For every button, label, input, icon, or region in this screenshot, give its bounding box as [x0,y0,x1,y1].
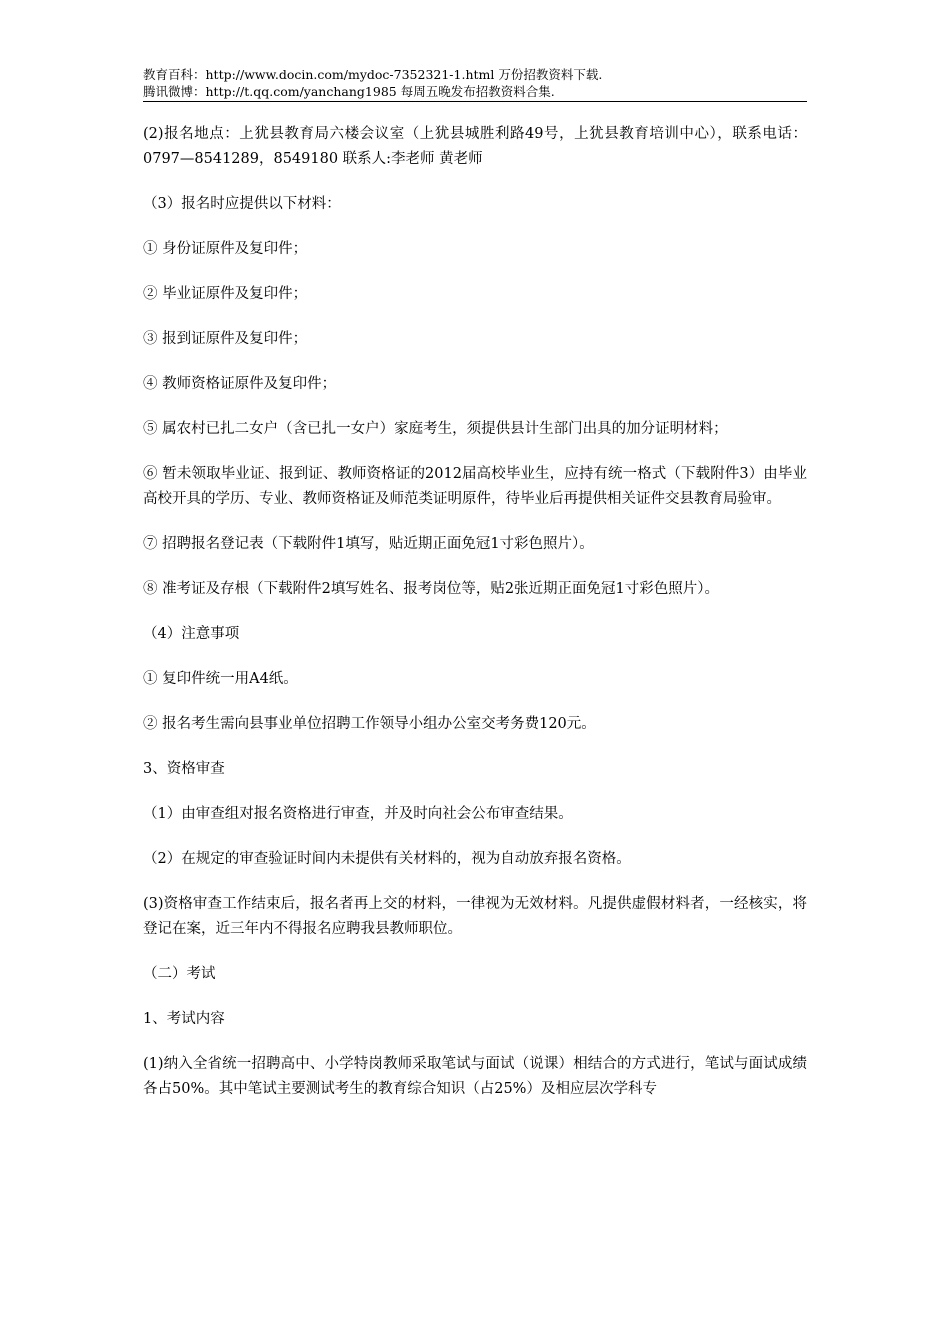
paragraph-exam-content-1: (1)纳入全省统一招聘高中、小学特岗教师采取笔试与面试（说课）相结合的方式进行，笔试与面试成绩各占50%。其中笔试主要测试考生的教育综合知识（占25%）及相应层次学科专 [143,1056,807,1097]
paragraph-registration-location: (2)报名地点：上犹县教育局六楼会议室（上犹县城胜利路49号，上犹县教育培训中心），联系电话：0797—8541289，8549180 联系人:李老师 黄老师 [143,126,807,167]
paragraph-exam-content-heading: 1、考试内容 [143,1011,225,1027]
paragraph-material-8: ⑧ 准考证及存根（下载附件2填写姓名、报考岗位等，贴2张近期正面免冠1寸彩色照片）。 [143,581,720,597]
document-body [143,122,807,1122]
paragraph-qualification-heading: 3、资格审查 [143,761,225,777]
paragraph-qualification-1: （1）由审查组对报名资格进行审查，并及时向社会公布审查结果。 [143,806,573,822]
paragraph-material-2: ② 毕业证原件及复印件； [143,286,308,302]
paragraph-material-7: ⑦ 招聘报名登记表（下载附件1填写，贴近期正面免冠1寸彩色照片）。 [143,536,594,552]
paragraph-material-1: ① 身份证原件及复印件； [143,241,308,257]
paragraph-material-4: ④ 教师资格证原件及复印件； [143,376,337,392]
paragraph-material-5: ⑤ 属农村已扎二女户（含已扎一女户）家庭考生，须提供县计生部门出具的加分证明材料； [143,421,728,437]
paragraph-materials-heading: （3）报名时应提供以下材料： [143,196,341,212]
paragraph-qualification-2: （2）在规定的审查验证时间内未提供有关材料的，视为自动放弃报名资格。 [143,851,631,867]
paragraph-note-2: ② 报名考生需向县事业单位招聘工作领导小组办公室交考务费120元。 [143,716,596,732]
paragraph-material-3: ③ 报到证原件及复印件； [143,331,308,347]
paragraph-notes-heading: （4）注意事项 [143,626,240,642]
page-header [143,66,807,102]
header-line-1: 教育百科：http://www.docin.com/mydoc-7352321-1.html 万份招教资料下载. [143,67,603,82]
header-line-2: 腾讯微博：http://t.qq.com/yanchang1985 每周五晚发布招教资料合集. [143,84,555,99]
paragraph-qualification-3: (3)资格审查工作结束后，报名者再上交的材料，一律视为无效材料。凡提供虚假材料者，一经核实，将登记在案，近三年内不得报名应聘我县教师职位。 [143,896,807,937]
paragraph-exam-section-heading: （二）考试 [143,966,216,982]
paragraph-note-1: ① 复印件统一用A4纸。 [143,671,298,687]
paragraph-material-6: ⑥ 暂未领取毕业证、报到证、教师资格证的2012届高校毕业生，应持有统一格式（下载附件3）由毕业高校开具的学历、专业、教师资格证及师范类证明原件，待毕业后再提供相关证件交县教育局验审。 [143,466,807,507]
